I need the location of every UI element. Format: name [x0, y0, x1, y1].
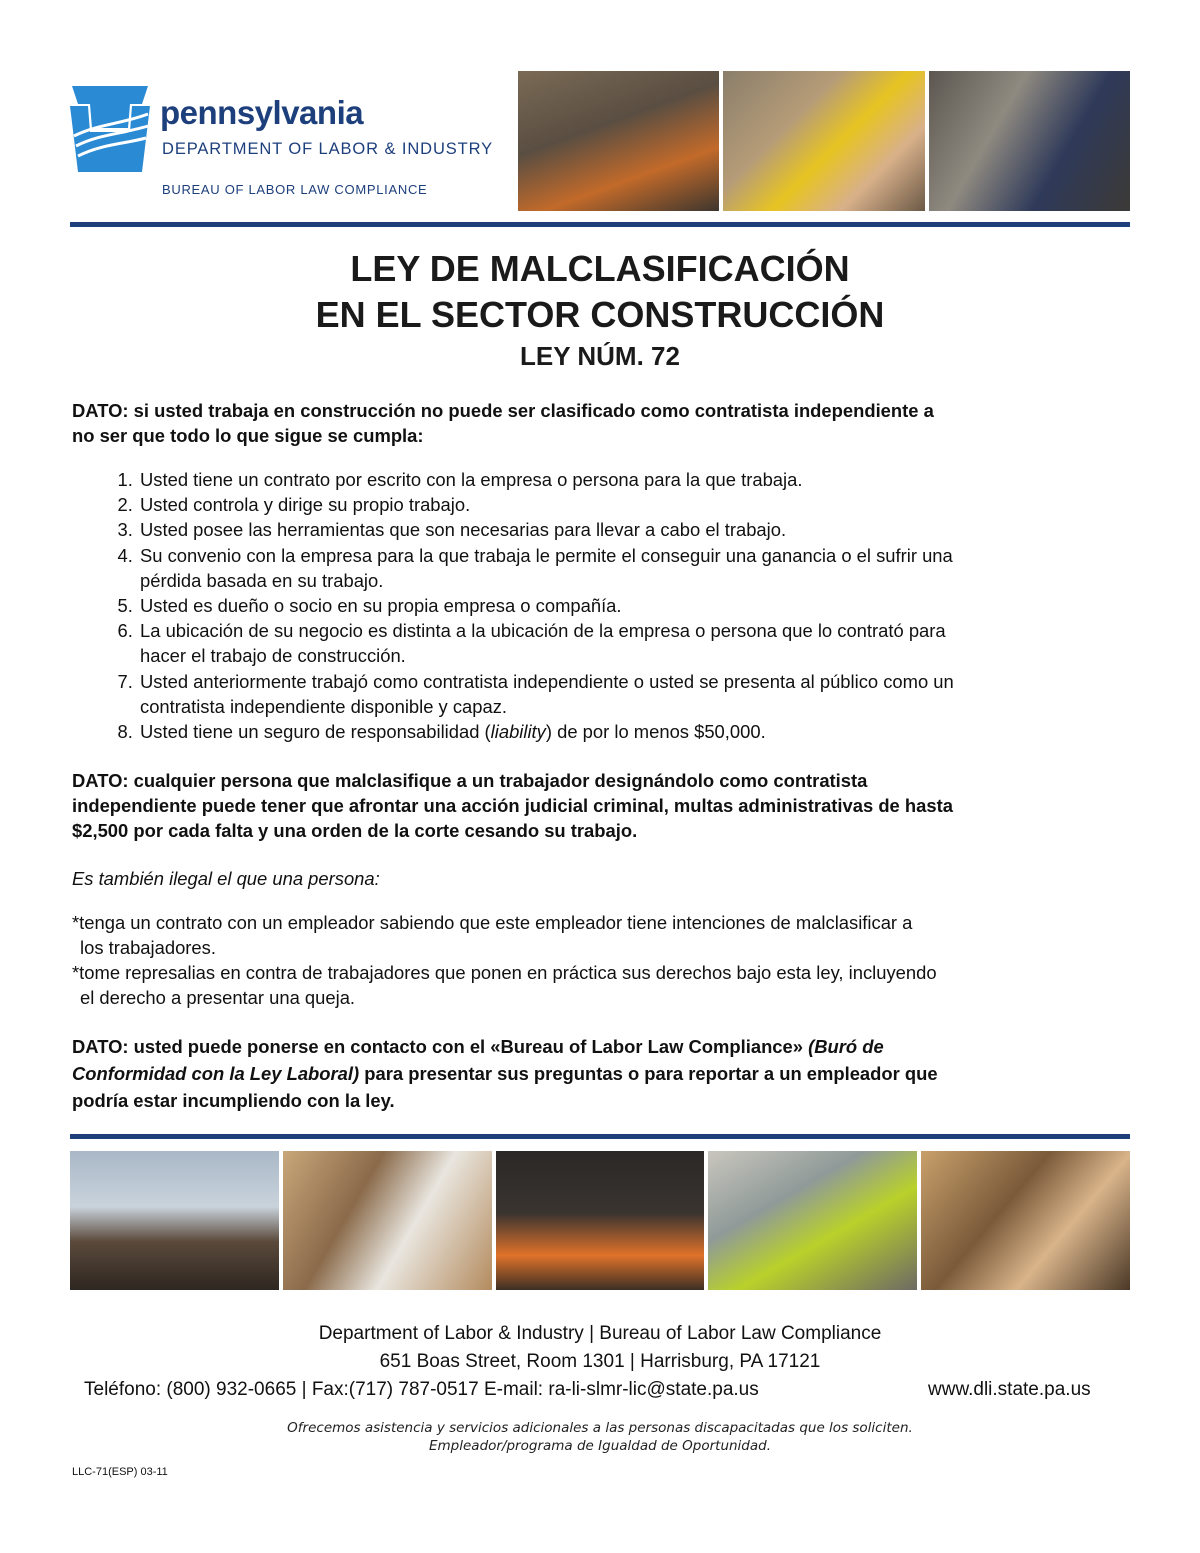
fact-2: [72, 768, 1132, 843]
list-item: 8. Usted tiene un seguro de responsabilidad (liability) de por lo menos $50,000.: [138, 719, 1138, 744]
fact-2-line-1: DATO: cualquier persona que malclasifique a un trabajador designándolo como contratista: [72, 770, 868, 791]
law-number: LEY NÚM. 72: [520, 341, 680, 371]
header-divider: [70, 222, 1130, 227]
keystone-logo-icon: [70, 84, 150, 174]
photo-metal-cutting: [496, 1151, 705, 1290]
footer-divider: [70, 1134, 1130, 1139]
brand-name: pennsylvania: [160, 94, 364, 131]
list-item: 2. Usted controla y dirige su propio trabajo.: [138, 492, 1138, 517]
page-title-line-2: EN EL SECTOR CONSTRUCCIÓN: [315, 294, 885, 335]
footer-address-line: 651 Boas Street, Room 1301 | Harrisburg, PA 17121: [379, 1351, 821, 1372]
fact-1: [72, 398, 1132, 448]
list-item: 7. Usted anteriormente trabajó como contratista independiente o usted se presenta al público como un contratista independiente disponible y capaz.: [138, 669, 1138, 719]
list-item: 4. Su convenio con la empresa para la que trabaja le permite el conseguir una ganancia o el sufrir una pérdida basada en su trabajo.: [138, 543, 1138, 593]
fact-1-line-1: DATO: si usted trabaja en construcción no puede ser clasificado como contratista independiente a: [72, 400, 934, 421]
photo-forklift-operator: [929, 71, 1130, 211]
fact-1-line-2: no ser que todo lo que sigue se cumpla:: [72, 425, 424, 446]
footer-org-line: Department of Labor & Industry | Bureau of Labor Law Compliance: [318, 1323, 882, 1344]
fact-2-line-2: independiente puede tener que afrontar una acción judicial criminal, multas administrativas de hasta: [72, 795, 953, 816]
fact-2-line-3: $2,500 por cada falta y una orden de la corte cesando su trabajo.: [72, 820, 638, 841]
illegal-bullet-2-line-1: *tome represalias en contra de trabajadores que ponen en práctica sus derechos bajo esta ley, incluyendo: [72, 962, 937, 983]
bureau-name: BUREAU OF LABOR LAW COMPLIANCE: [162, 182, 428, 197]
fact-3-line-3: podría estar incumpliendo con la ley.: [72, 1090, 395, 1111]
department-name: DEPARTMENT OF LABOR & INDUSTRY: [162, 140, 494, 158]
photo-framing-worker: [921, 1151, 1130, 1290]
footer-contact-line: Teléfono: (800) 932-0665 | Fax:(717) 787-0517 E-mail: ra-li-slmr-lic@state.pa.us: [84, 1379, 759, 1400]
accessibility-notice: Ofrecemos asistencia y servicios adicionales a las personas discapacitadas que los soliciten.: [287, 1420, 913, 1436]
photo-workers-pipe: [708, 1151, 917, 1290]
list-item: 6. La ubicación de su negocio es distinta a la ubicación de la empresa o persona que lo contrató para hacer el trabajo de construcción.: [138, 618, 1138, 668]
list-item: 3. Usted posee las herramientas que son necesarias para llevar a cabo el trabajo.: [138, 517, 1138, 542]
illegal-intro: Es también ilegal el que una persona:: [72, 868, 380, 889]
requirements-list: [108, 467, 1138, 744]
illegal-bullet-1-line-1: *tenga un contrato con un empleador sabiendo que este empleador tiene intenciones de malclasificar a: [72, 912, 913, 933]
fact-3-line-2: Conformidad con la Ley Laboral) para presentar sus preguntas o para reportar a un empleador que: [72, 1063, 938, 1084]
illegal-bullets: [72, 910, 1132, 1010]
photo-blueprint-review: [283, 1151, 492, 1290]
footer-photo-strip: [70, 1151, 1130, 1290]
list-item: 1. Usted tiene un contrato por escrito con la empresa o persona para la que trabaja.: [138, 467, 1138, 492]
equal-opportunity-notice: Empleador/programa de Igualdad de Oportunidad.: [428, 1438, 772, 1454]
photo-welder: [518, 71, 719, 211]
fact-3: [72, 1033, 1132, 1114]
page-title-line-1: LEY DE MALCLASIFICACIÓN: [350, 248, 850, 289]
header-photo-strip: [518, 71, 1130, 211]
illegal-bullet-2-line-2: el derecho a presentar una queja.: [80, 987, 356, 1008]
form-code: LLC-71(ESP) 03-11: [72, 1466, 168, 1478]
illegal-bullet-1-line-2: los trabajadores.: [80, 937, 216, 958]
photo-worker-hardhat: [723, 71, 924, 211]
footer-website-link[interactable]: www.dli.state.pa.us: [928, 1379, 1091, 1400]
photo-cable-worker: [70, 1151, 279, 1290]
fact-3-line-1: DATO: usted puede ponerse en contacto con el «Bureau of Labor Law Compliance» (Buró de: [72, 1036, 884, 1057]
list-item: 5. Usted es dueño o socio en su propia empresa o compañía.: [138, 593, 1138, 618]
